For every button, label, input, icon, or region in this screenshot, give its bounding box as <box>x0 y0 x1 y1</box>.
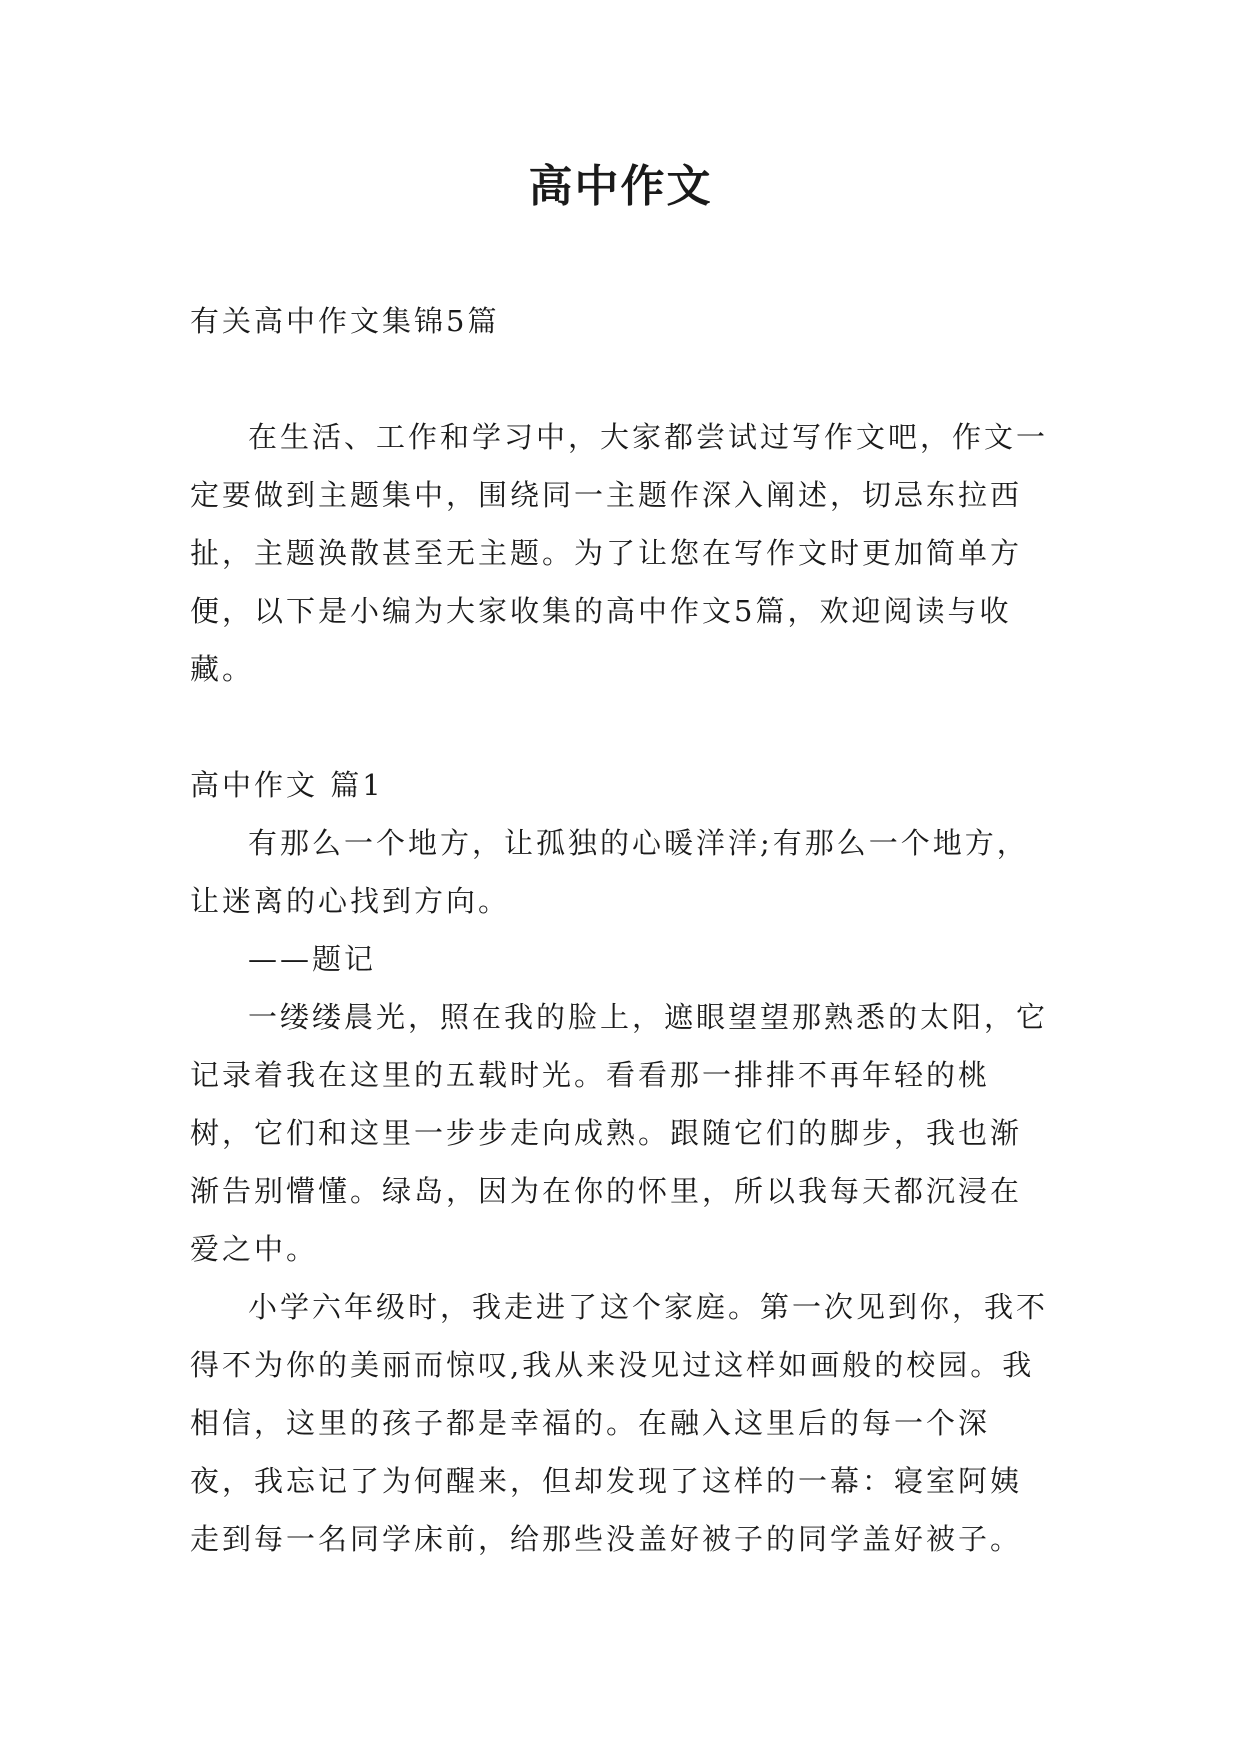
section-heading: 高中作文 篇1 <box>190 768 384 802</box>
body-paragraph: 一缕缕晨光，照在我的脸上，遮眼望望那熟悉的太阳，它记录着我在这里的五载时光。看看那一排排不再年轻的桃树，它们和这里一步步走向成熟。跟随它们的脚步，我也渐渐告别懵懂。绿岛，因为在你的怀里，所以我每天都沉浸在爱之中。 <box>190 1000 1049 1266</box>
body-paragraph: 小学六年级时，我走进了这个家庭。第一次见到你，我不得不为你的美丽而惊叹,我从来没见过这样如画般的校园。我相信，这里的孩子都是幸福的。在融入这里后的每一个深夜，我忘记了为何醒来，但却发现了这样的一幕：寝室阿姨走到每一名同学床前，给那些没盖好被子的同学盖好被子。 <box>190 1290 1049 1556</box>
document-title: 高中作文 <box>528 161 713 212</box>
document-subtitle: 有关高中作文集锦5篇 <box>190 304 500 338</box>
document-body <box>190 292 1050 1568</box>
intro-paragraph: 在生活、工作和学习中，大家都尝试过写作文吧，作文一定要做到主题集中，围绕同一主题作深入阐述，切忌东拉西扯，主题涣散甚至无主题。为了让您在写作文时更加简单方便，以下是小编为大家收集的高中作文5篇，欢迎阅读与收藏。 <box>190 420 1049 686</box>
epigraph-paragraph: 有那么一个地方，让孤独的心暖洋洋;有那么一个地方，让迷离的心找到方向。 <box>190 826 1029 918</box>
epigraph-attribution: ——题记 <box>248 942 377 976</box>
